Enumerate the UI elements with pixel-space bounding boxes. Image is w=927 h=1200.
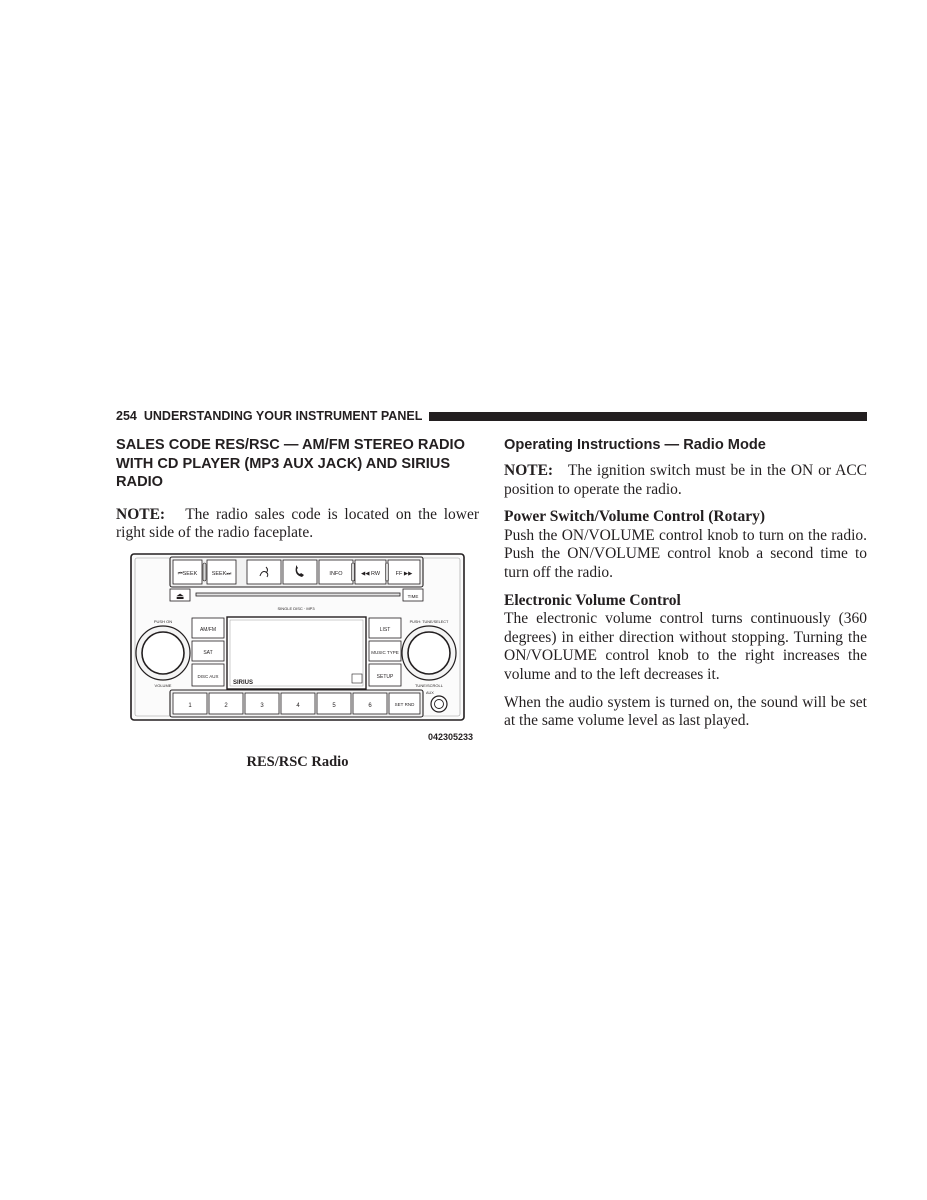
aux-jack (431, 696, 447, 712)
left-column (116, 436, 479, 552)
preset-label: 5 (332, 703, 336, 709)
slot-label: SINGLE DISC · MP3 (277, 606, 315, 611)
cd-slot (196, 593, 400, 596)
preset-label: 1 (188, 703, 192, 709)
header-rule (429, 412, 867, 421)
eject-icon: ⏏ (175, 591, 185, 601)
page-number: 254 (116, 409, 137, 423)
section-title: UNDERSTANDING YOUR INSTRUMENT PANEL (143, 409, 423, 423)
tune-knob (408, 632, 450, 674)
info-label: INFO (329, 571, 343, 577)
right-column (504, 436, 867, 740)
radio-mode-heading: Operating Instructions — Radio Mode (504, 437, 766, 453)
list-label: LIST (379, 627, 391, 633)
figure-caption: RES/RSC Radio (246, 754, 349, 770)
disc-aux-label: DISC AUX (197, 674, 219, 679)
fast-forward-label: FF ▶▶ (395, 571, 413, 577)
volume-knob (142, 632, 184, 674)
seek-back-label: ⏮SEEK (177, 571, 198, 577)
volume-text: The electronic volume control turns continuously (360 degrees) in either direction without stopping. Turning the ON/VOLUME control knob to the right increases the volume and to the left decreases it. (504, 610, 867, 683)
top-buttons (173, 560, 420, 584)
radio-figure (116, 548, 479, 748)
phone-button (283, 560, 317, 584)
radio-display (227, 617, 366, 689)
page-header (116, 408, 867, 424)
last-played-text: When the audio system is turned on, the sound will be set at the same volume level as last played. (504, 693, 867, 730)
aux-label: AUX (426, 691, 434, 695)
am-fm-label: AM/FM (199, 627, 217, 633)
set-rnd-label: SET RND (394, 702, 415, 707)
note-label: NOTE: (116, 505, 166, 523)
seek-forward-label: SEEK⏭ (211, 571, 232, 577)
preset-label: 6 (368, 703, 372, 709)
note-text: The ignition switch must be in the ON or ACC position to operate the radio. (504, 462, 868, 498)
setup-label: SETUP (376, 674, 394, 680)
main-heading: SALES CODE RES/RSC — AM/FM STEREO RADIO WITH CD PLAYER (MP3 AUX JACK) AND SIRIUS RADIO (116, 437, 465, 490)
preset-buttons (173, 693, 420, 714)
sat-label: SAT (203, 650, 213, 656)
radio-illustration (116, 548, 479, 748)
power-heading: Power Switch/Volume Control (Rotary) (504, 508, 766, 526)
push-tune-label: PUSH: TUNE/SELECT (409, 620, 449, 624)
tune-scroll-label: TUNE/SCROLL (414, 683, 444, 688)
preset-label: 4 (296, 703, 300, 709)
sirius-logo: SIRIUS (233, 680, 254, 686)
figure-code: 042305233 (427, 732, 473, 742)
time-label: TIME (407, 594, 419, 599)
volume-label: VOLUME (154, 683, 172, 688)
right-note (504, 462, 867, 499)
note-text: The radio sales code is located on the lower right side of the radio faceplate. (116, 505, 480, 542)
note-label: NOTE: (504, 462, 554, 479)
left-note (116, 506, 479, 543)
preset-label: 2 (224, 703, 228, 709)
push-on-label: PUSH ON (153, 619, 173, 624)
rewind-label: ◀◀ RW (360, 571, 381, 577)
music-type-label: MUSIC TYPE (371, 650, 399, 655)
power-text: Push the ON/VOLUME control knob to turn on the radio. Push the ON/VOLUME control knob a second time to turn off the radio. (504, 526, 867, 581)
volume-heading: Electronic Volume Control (504, 591, 681, 609)
preset-label: 3 (260, 703, 264, 709)
